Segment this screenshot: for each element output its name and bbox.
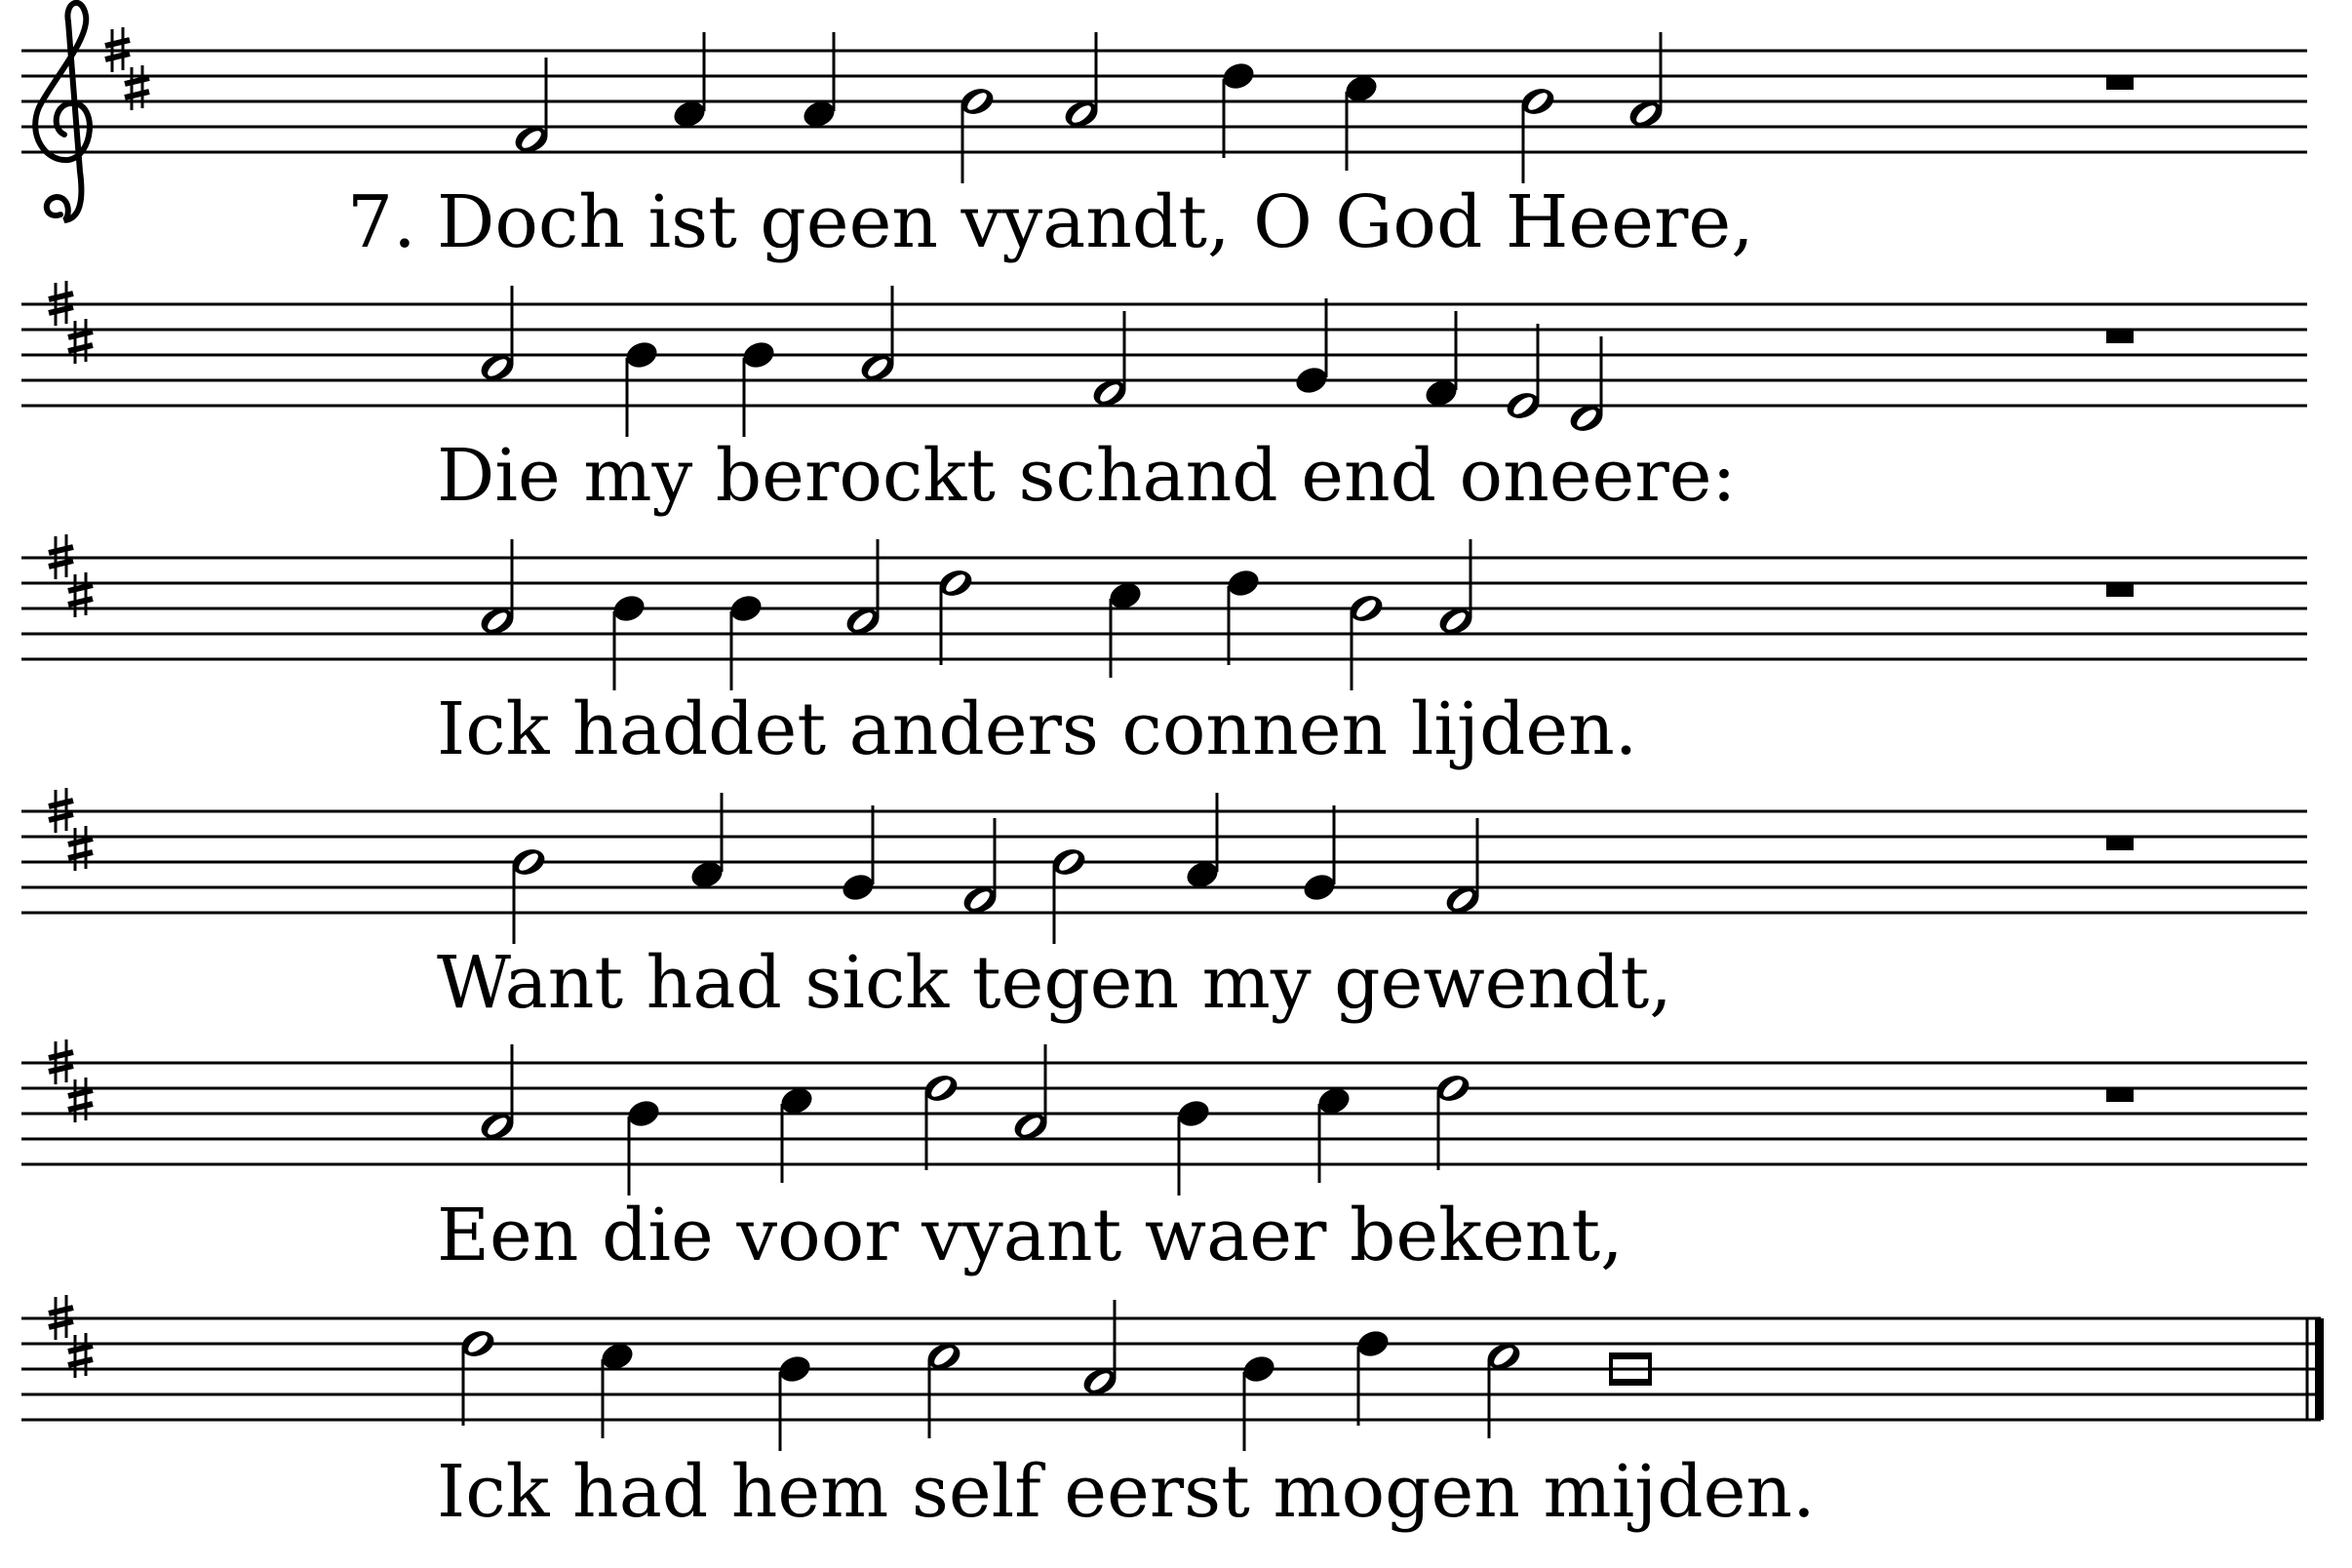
- quarter-note: [623, 338, 661, 437]
- sharp-accidental: [68, 826, 93, 871]
- half-note: [1090, 311, 1130, 410]
- quarter-note: [1225, 567, 1263, 665]
- half-rest: [2106, 583, 2134, 597]
- quarter-note: [610, 592, 648, 690]
- half-note: [1627, 32, 1666, 131]
- sharp-accidental: [68, 1333, 93, 1378]
- quarter-note: [1240, 1352, 1278, 1451]
- sharp-stroke: [49, 1308, 73, 1313]
- half-rest: [2106, 837, 2134, 850]
- lyric-line: Een die voor vyant waer bekent,: [437, 1194, 1624, 1277]
- quarter-note: [1184, 793, 1222, 891]
- lyric-line: Ick had hem self eerst mogen mijden.: [437, 1450, 1816, 1534]
- quarter-note: [1107, 579, 1145, 678]
- quarter-note: [778, 1084, 816, 1183]
- sharp-stroke: [68, 1104, 93, 1110]
- half-rest: [2106, 1088, 2134, 1102]
- quarter-note: [1301, 805, 1339, 904]
- staff-system: [21, 1039, 2307, 1277]
- sharp-stroke: [68, 345, 93, 351]
- treble-clef: [35, 3, 90, 220]
- quarter-note: [688, 793, 726, 891]
- sharp-stroke: [125, 78, 149, 84]
- half-note: [1518, 85, 1558, 183]
- sharp-stroke: [68, 1346, 93, 1352]
- sharp-stroke: [68, 332, 93, 337]
- quarter-note: [1423, 311, 1461, 410]
- quarter-note: [801, 32, 839, 131]
- half-note: [858, 286, 898, 384]
- half-note: [958, 85, 998, 183]
- quarter-note: [1293, 298, 1331, 397]
- sharp-accidental: [68, 1078, 93, 1122]
- sharp-stroke: [68, 599, 93, 605]
- half-note: [1484, 1340, 1524, 1438]
- sharp-stroke: [49, 1321, 73, 1327]
- quarter-note: [1315, 1084, 1353, 1183]
- sharp-stroke: [105, 40, 130, 46]
- quarter-note: [840, 805, 878, 904]
- sharp-stroke: [49, 307, 73, 313]
- half-note: [512, 58, 552, 156]
- lyric-line: Ick haddet anders connen lijden.: [437, 687, 1638, 771]
- staff-system: [21, 788, 2307, 1025]
- quarter-note: [727, 592, 765, 690]
- lyric-line: Die my berockt schand end oneere:: [437, 434, 1737, 518]
- verse-number: 7.: [347, 180, 416, 264]
- sharp-stroke: [68, 1090, 93, 1096]
- staff-system: [21, 281, 2307, 518]
- half-note: [843, 539, 883, 638]
- half-note: [458, 1327, 498, 1426]
- longa-note: [1611, 1352, 1650, 1386]
- sharp-stroke: [68, 852, 93, 858]
- sharp-accidental: [68, 572, 93, 617]
- half-note: [921, 1072, 961, 1170]
- quarter-note: [1354, 1327, 1392, 1426]
- sharp-stroke: [125, 92, 149, 98]
- sharp-stroke: [49, 801, 73, 806]
- half-note: [936, 567, 976, 665]
- half-note: [1049, 845, 1089, 944]
- staff-system: [21, 3, 2307, 264]
- quarter-note: [625, 1097, 663, 1196]
- half-note: [478, 539, 518, 638]
- quarter-note: [1175, 1097, 1213, 1196]
- half-note: [1436, 539, 1476, 638]
- sharp-stroke: [49, 814, 73, 820]
- half-note: [1567, 336, 1607, 435]
- sharp-stroke: [49, 547, 73, 553]
- half-note: [1062, 32, 1102, 131]
- quarter-note: [1343, 72, 1381, 171]
- half-note: [509, 845, 549, 944]
- half-note: [924, 1340, 964, 1438]
- half-rest: [2106, 76, 2134, 90]
- half-note: [1443, 818, 1483, 917]
- sharp-stroke: [49, 1066, 73, 1072]
- sharp-stroke: [49, 1052, 73, 1058]
- lyric-line: Want had sick tegen my gewendt,: [437, 941, 1672, 1025]
- clef-stroke: [35, 3, 90, 220]
- half-note: [1504, 324, 1544, 422]
- staff-system: [21, 534, 2307, 771]
- quarter-note: [671, 32, 709, 131]
- half-note: [960, 818, 1000, 917]
- half-note: [1433, 1072, 1473, 1170]
- sharp-stroke: [49, 561, 73, 567]
- sharp-accidental: [125, 65, 149, 110]
- sharp-stroke: [68, 585, 93, 591]
- half-rest: [2106, 330, 2134, 343]
- half-note: [478, 1044, 518, 1143]
- sharp-stroke: [68, 1359, 93, 1365]
- sharp-accidental: [68, 319, 93, 364]
- barline-thick: [2315, 1318, 2324, 1420]
- quarter-note: [1220, 59, 1258, 158]
- lyric-line: Doch ist geen vyandt, O God Heere,: [437, 180, 1754, 264]
- staff-system: [21, 1295, 2324, 1534]
- longa-bar: [1611, 1352, 1650, 1359]
- quarter-note: [776, 1352, 814, 1451]
- sharp-stroke: [49, 294, 73, 299]
- quarter-note: [599, 1340, 637, 1438]
- longa-bar: [1611, 1379, 1650, 1386]
- half-note: [1080, 1300, 1120, 1398]
- sharp-stroke: [105, 54, 130, 59]
- half-note: [1347, 592, 1387, 690]
- half-note: [478, 286, 518, 384]
- sharp-stroke: [68, 839, 93, 844]
- half-note: [1011, 1044, 1051, 1143]
- quarter-note: [740, 338, 778, 437]
